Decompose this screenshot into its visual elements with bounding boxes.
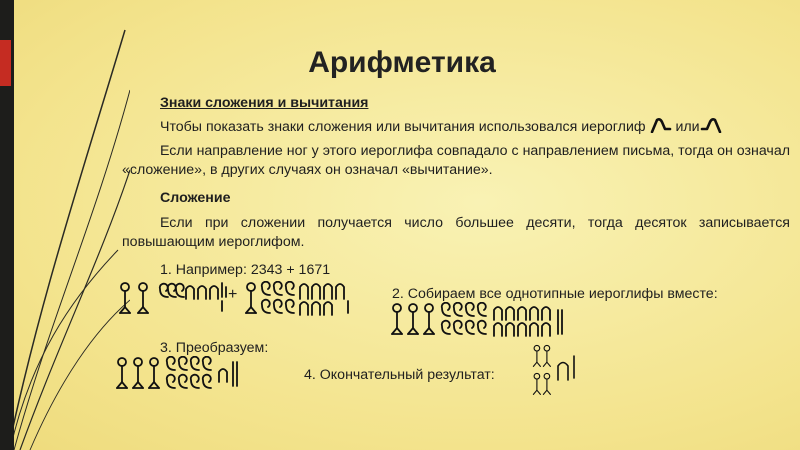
hieroglyph-transformed bbox=[115, 356, 265, 396]
heading-addition: Сложение bbox=[160, 190, 231, 206]
walking-legs-right-icon bbox=[650, 117, 672, 133]
hieroglyph-number-2343 bbox=[118, 281, 228, 321]
paragraph-direction: Если направление ног у этого иероглифа совпадало с направлением письма, тогда он означал «сложение», в других случаях он означал «вычитание». bbox=[122, 143, 790, 178]
red-accent-bar bbox=[0, 40, 11, 86]
paragraph-signs bbox=[160, 117, 790, 137]
step-2-text: 2. Собираем все однотипные иероглифы вместе: bbox=[392, 286, 718, 302]
slide-title: Арифметика bbox=[308, 46, 496, 79]
hieroglyph-combined bbox=[390, 302, 600, 342]
plus-sign: + bbox=[228, 286, 238, 303]
hieroglyph-number-1671 bbox=[244, 281, 384, 321]
step-4-text: 4. Окончательный результат: bbox=[304, 367, 495, 383]
paragraph-signs-or: или bbox=[675, 119, 700, 135]
paragraph-addition: Если при сложении получается число большее десяти, тогда десяток записывается повышающим иероглифом. bbox=[122, 215, 790, 250]
heading-signs: Знаки сложения и вычитания bbox=[160, 95, 369, 111]
step-1-text: 1. Например: 2343 + 1671 bbox=[160, 262, 331, 278]
walking-legs-left-icon bbox=[700, 117, 722, 133]
hieroglyph-result bbox=[530, 344, 590, 400]
step-3-text: 3. Преобразуем: bbox=[160, 340, 269, 356]
paragraph-signs-text: Чтобы показать знаки сложения или вычитания использовался иероглиф bbox=[160, 119, 646, 135]
